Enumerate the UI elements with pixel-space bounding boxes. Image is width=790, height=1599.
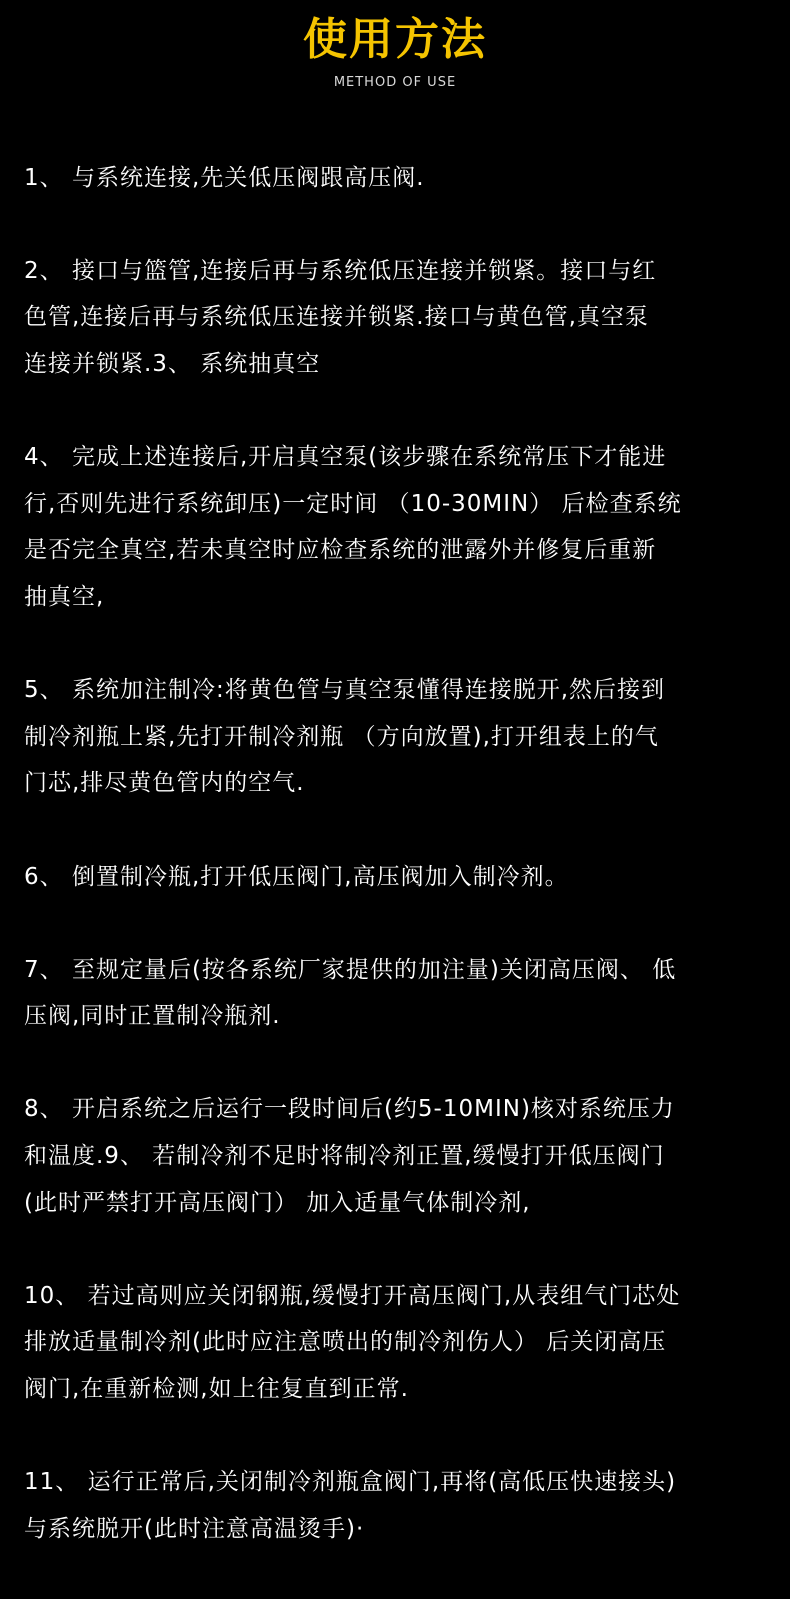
step-8: 8、 开启系统之后运行一段时间后(约5-10MIN)核对系统压力 和温度.9、 若制冷剂不足时将制冷剂正置,缓慢打开低压阀门 (此时严禁打开高压阀门） 加入适量气体制冷剂, [24, 1096, 675, 1216]
step-5: 5、 系统加注制冷:将黄色管与真空泵懂得连接脱开,然后接到 制冷剂瓶上紧,先打开制冷剂瓶 （方向放置),打开组表上的气 门芯,排尽黄色管内的空气. [24, 677, 666, 797]
step-4: 4、 完成上述连接后,开启真空泵(该步骤在系统常压下才能进 行,否则先进行系统卸压)一定时间 （10-30MIN） 后检查系统 是否完全真空,若未真空时应检查系统的泄露外并修复后重新 抽真空, [24, 444, 682, 610]
page-title: 使用方法 [303, 14, 487, 65]
instruction-list [24, 108, 774, 1599]
step-10: 10、 若过高则应关闭钢瓶,缓慢打开高压阀门,从表组气门芯处 排放适量制冷剂(此时应注意喷出的制冷剂伤人） 后关闭高压 阀门,在重新检测,如上往复直到正常. [24, 1282, 681, 1403]
page-subtitle: METHOD OF USE [333, 75, 457, 90]
step-2: 2、 接口与篮管,连接后再与系统低压连接并锁紧。接口与红 色管,连接后再与系统低压连接并锁紧.接口与黄色管,真空泵 连接并锁紧.3、 系统抽真空 [24, 257, 657, 377]
step-7: 7、 至规定量后(按各系统厂家提供的加注量)关闭高压阀、 低 压阀,同时正置制冷瓶剂. [24, 956, 677, 1030]
header [0, 8, 790, 92]
step-6: 6、 倒置制冷瓶,打开低压阀门,高压阀加入制冷剂。 [24, 863, 569, 890]
step-11: 11、 运行正常后,关闭制冷剂瓶盒阀门,再将(高低压快速接头) 与系统脱开(此时注意高温烫手)· [24, 1469, 677, 1542]
step-1: 1、 与系统连接,先关低压阀跟高压阀. [24, 164, 425, 191]
